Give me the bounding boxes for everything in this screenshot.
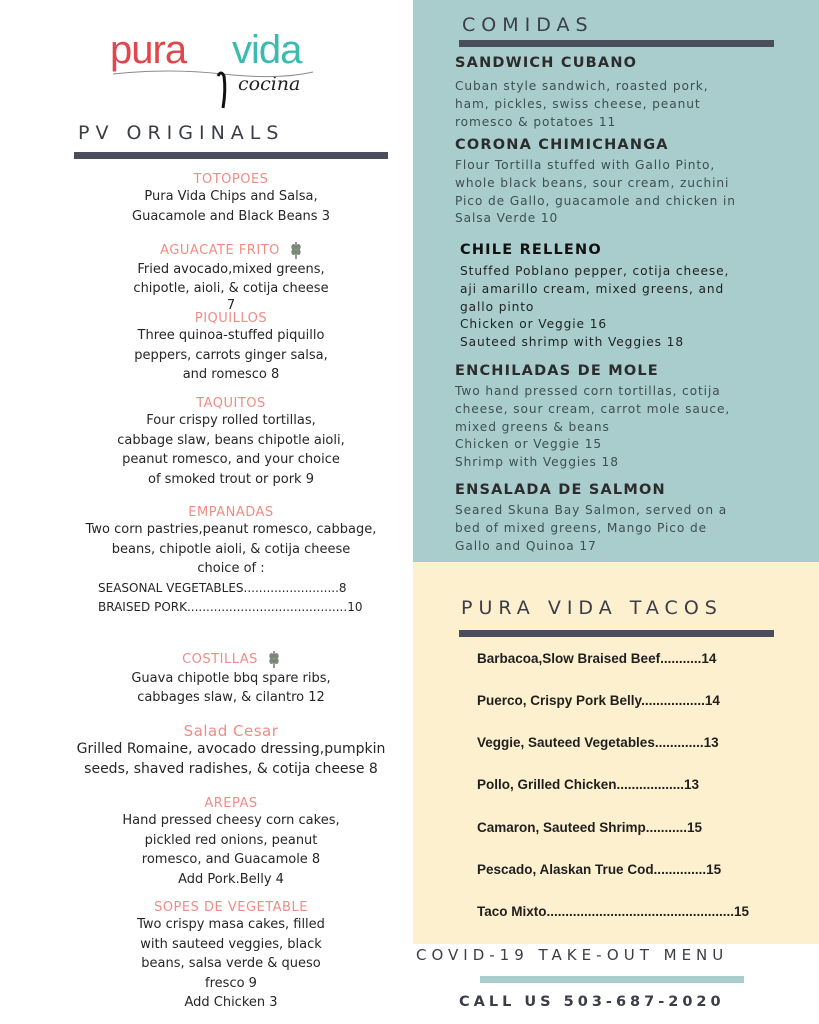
empanada-choice — [66, 579, 396, 599]
item-description — [66, 326, 396, 385]
item-name: Salad Cesar — [183, 722, 279, 740]
description-line: Fried avocado,mixed greens, — [137, 261, 325, 277]
description-line: of smoked trout or pork 9 — [148, 471, 314, 487]
choice-label: SEASONAL VEGETABLES......................... — [98, 580, 339, 595]
item-description — [66, 669, 396, 708]
comida-name: ENCHILADAS DE MOLE — [455, 363, 659, 379]
description-line: and romesco 8 — [182, 367, 280, 382]
description-line: pickled red onions, peanut — [144, 832, 318, 848]
item-name: PIQUILLOS — [194, 311, 268, 326]
taco-item: Camaron, Sauteed Shrimp...........15 — [477, 820, 703, 835]
taco-item: Puerco, Crispy Pork Belly.................14 — [477, 693, 720, 708]
description-line: Seared Skuna Bay Salmon, served on a — [455, 503, 728, 517]
description-line: Two hand pressed corn tortillas, cotija — [455, 384, 721, 398]
description-line: Grilled Romaine, avocado dressing,pumpkin — [76, 741, 386, 757]
item-description — [66, 260, 396, 312]
pv-originals-rule — [74, 152, 388, 159]
item-name: AGUACATE FRITO — [160, 243, 280, 258]
description-line: Four crispy rolled tortillas, — [146, 413, 316, 428]
item-name: TOTOPOES — [193, 172, 269, 187]
description-line: cabbage slaw, beans chipotle aioli, — [117, 432, 345, 448]
description-line: Cuban style sandwich, roasted pork, — [455, 79, 709, 93]
description-line: mixed greens & beans — [455, 419, 610, 434]
tacos-rule — [459, 630, 774, 637]
item-description — [66, 915, 396, 1013]
description-line: Pico de Gallo, guacamole and chicken in — [455, 193, 736, 208]
comida-description — [460, 263, 800, 352]
description-line: ham, pickles, swiss cheese, peanut — [455, 96, 701, 111]
original-item — [66, 505, 396, 618]
gluten-free-wheat-icon — [290, 240, 302, 260]
logo-cocina-text: cocina — [238, 73, 301, 95]
description-line: seeds, shaved radishes, & cotija cheese 8 — [84, 760, 378, 777]
description-line: peppers, carrots ginger salsa, — [134, 347, 328, 363]
gluten-free-wheat-icon — [268, 649, 280, 669]
description-line: Shrimp with Veggies 18 — [455, 455, 619, 470]
item-description — [66, 520, 396, 579]
description-line: Add Pork.Belly 4 — [178, 871, 284, 887]
comida-name: CORONA CHIMICHANGA — [455, 137, 669, 153]
comida-description — [455, 78, 795, 131]
original-item — [66, 796, 396, 889]
footer-rule — [480, 976, 744, 983]
description-line: Three quinoa-stuffed piquillo — [137, 328, 325, 343]
item-name: COSTILLAS — [182, 652, 258, 667]
description-line: gallo pinto — [460, 299, 535, 314]
logo-pura-text: pura — [110, 28, 187, 72]
tacos-panel — [413, 562, 819, 944]
description-line: Hand pressed cheesy corn cakes, — [122, 813, 340, 828]
logo-swoosh-icon — [108, 68, 318, 112]
description-line: aji amarillo cream, mixed greens, and — [460, 281, 725, 296]
original-item — [66, 311, 396, 385]
pv-originals-heading: PV ORIGINALS — [78, 122, 285, 144]
takeout-menu-label: COVID-19 TAKE-OUT MENU — [416, 946, 729, 964]
original-item — [66, 900, 396, 1013]
description-line: beans, salsa verde & queso — [141, 956, 321, 971]
item-description — [66, 411, 396, 489]
description-line: romesco & potatoes 11 — [455, 114, 617, 129]
comida-description — [455, 383, 795, 472]
description-line: Two crispy masa cakes, filled — [137, 917, 325, 932]
description-line: bed of mixed greens, Mango Pico de — [455, 520, 708, 535]
item-name: SOPES DE VEGETABLE — [154, 900, 308, 915]
taco-item: Pollo, Grilled Chicken..................13 — [477, 777, 700, 792]
description-line: Add Chicken 3 — [184, 995, 278, 1010]
original-item — [66, 648, 396, 708]
comida-description — [455, 502, 795, 555]
comida-name: SANDWICH CUBANO — [455, 55, 638, 71]
description-line: with sauteed veggies, black — [140, 936, 322, 952]
original-item — [66, 722, 396, 779]
comida-name: ENSALADA DE SALMON — [455, 482, 666, 498]
item-description — [66, 811, 396, 889]
item-name: EMPANADAS — [188, 505, 274, 520]
taco-item: Taco Mixto..................................................15 — [477, 904, 750, 919]
description-line: Flour Tortilla stuffed with Gallo Pinto, — [455, 158, 716, 172]
description-line: choice of : — [197, 561, 265, 576]
original-item — [66, 239, 396, 312]
description-line: chipotle, aioli, & cotija cheese — [133, 281, 329, 296]
item-description — [66, 187, 396, 226]
description-line: Gallo and Quinoa 17 — [455, 538, 597, 553]
comidas-rule — [459, 40, 774, 47]
description-line: fresco 9 — [205, 975, 257, 991]
choice-label: BRAISED PORK.......................................... — [98, 600, 348, 614]
description-line: cheese, sour cream, carrot mole sauce, — [455, 401, 731, 416]
comida-name: CHILE RELLENO — [460, 242, 602, 258]
call-us-phone[interactable]: CALL US 503-687-2020 — [459, 994, 725, 1010]
choice-price: 10 — [347, 600, 363, 614]
item-name: TAQUITOS — [196, 396, 266, 411]
description-line: Two corn pastries,peanut romesco, cabbage, — [85, 522, 377, 537]
original-item — [66, 396, 396, 489]
comida-description — [455, 157, 795, 228]
description-line: Pura Vida Chips and Salsa, — [144, 189, 318, 204]
item-name: AREPAS — [204, 796, 258, 811]
logo-vida-text: vida — [232, 28, 302, 72]
item-description — [66, 740, 396, 779]
description-line: Salsa Verde 10 — [455, 211, 559, 226]
description-line: 7 — [226, 297, 236, 313]
description-line: peanut romesco, and your choice — [122, 452, 340, 467]
taco-item: Barbacoa,Slow Braised Beef...........14 — [477, 651, 717, 666]
original-item — [66, 172, 396, 226]
description-line: Sauteed shrimp with Veggies 18 — [460, 335, 684, 350]
description-line: romesco, and Guacamole 8 — [141, 852, 321, 867]
empanada-choice — [66, 598, 396, 618]
tacos-heading: PURA VIDA TACOS — [461, 597, 723, 619]
description-line: Chicken or Veggie 15 — [455, 437, 603, 452]
description-line: Chicken or Veggie 16 — [460, 317, 608, 332]
description-line: Stuffed Poblano pepper, cotija cheese, — [460, 264, 730, 278]
description-line: Guava chipotle bbq spare ribs, — [131, 670, 331, 686]
description-line: cabbages slaw, & cilantro 12 — [137, 690, 325, 705]
description-line: whole black beans, sour cream, zuchini — [455, 175, 730, 190]
taco-item: Veggie, Sauteed Vegetables.............13 — [477, 735, 719, 750]
taco-item: Pescado, Alaskan True Cod..............15 — [477, 862, 722, 877]
comidas-heading: COMIDAS — [462, 14, 594, 36]
description-line: beans, chipotle aioli, & cotija cheese — [111, 541, 351, 557]
description-line: Guacamole and Black Beans 3 — [132, 208, 330, 224]
choice-price: 8 — [338, 580, 347, 595]
